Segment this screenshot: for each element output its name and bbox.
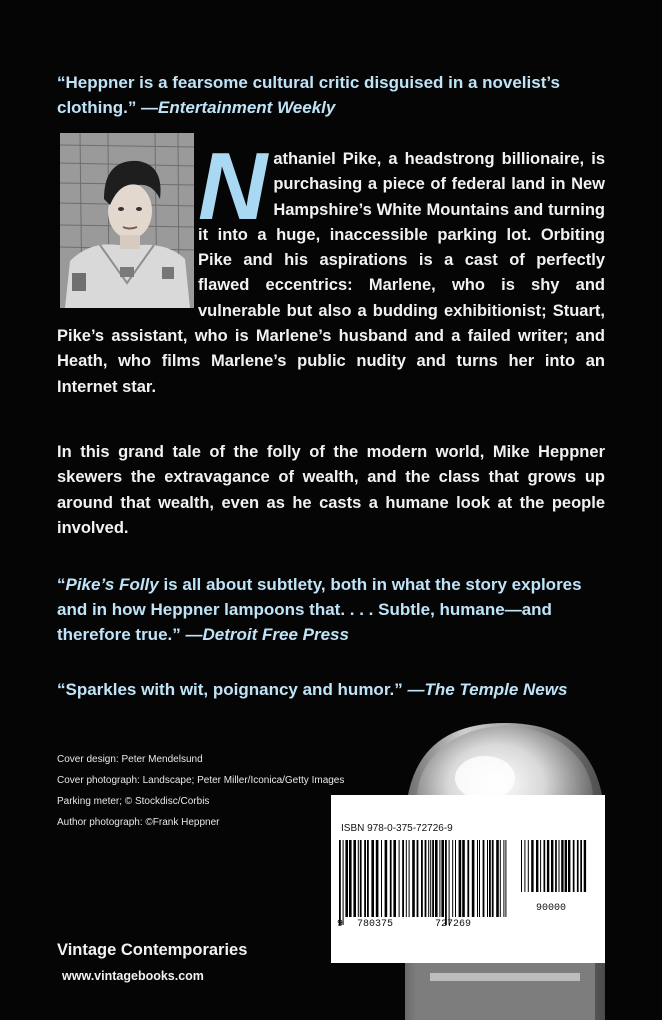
barcode-bar — [555, 840, 557, 892]
barcode-bar — [445, 840, 447, 925]
barcode-bar — [472, 840, 475, 917]
barcode-bar — [371, 840, 374, 917]
barcode-bar — [435, 840, 438, 917]
barcode-bar — [455, 840, 456, 917]
top-quote-source: —Entertainment Weekly — [141, 98, 336, 117]
publisher-website: www.vintagebooks.com — [62, 969, 204, 983]
barcode-bar — [390, 840, 392, 917]
addon-barcode — [521, 840, 587, 900]
barcode-bar — [505, 840, 506, 917]
blurb-paragraph — [57, 133, 605, 400]
barcode-bar — [467, 840, 469, 917]
barcode-label — [331, 795, 605, 963]
barcode-bar — [496, 840, 499, 917]
photo-spacer — [57, 133, 198, 301]
barcode-bar — [577, 840, 579, 892]
temple-quote — [57, 677, 605, 702]
barcode-bar — [339, 840, 341, 925]
barcode-bar — [536, 840, 538, 892]
credit-cover-design: Cover design: Peter Mendelsund — [57, 754, 203, 765]
barcode-bar — [540, 840, 541, 892]
barcode-bar — [568, 840, 570, 892]
barcode-bar — [483, 840, 485, 917]
second-paragraph: In this grand tale of the folly of the modern world, Mike Heppner skewers the extravagance of wealth, and the class that grows up around that wealth, even as he casts a humane look at the people involved. — [57, 443, 605, 537]
barcode-bar — [565, 840, 567, 892]
barcode-bar — [367, 840, 369, 917]
barcode-bar — [409, 840, 410, 917]
barcode-bar — [479, 840, 480, 917]
barcode-bar — [561, 840, 563, 892]
top-quote — [57, 70, 605, 120]
blurb-text: athaniel Pike, a headstrong billionaire, is purchasing a piece of federal land in New Hampshire’s White Mountains and turning it into a huge, inaccessible parking lot. Orbiting Pike and his aspirations is a cast of perfectly flawed eccentrics: Marlene, who is shy and vulnerable but also a budding exhibitionist; Stuart, Pike’s assistant, who is Marlene’s husband and a failed writer; and Heath, who films Marlene’s public nudity and turns her into an Internet star. — [57, 150, 605, 396]
credit-cover-photo: Cover photograph: Landscape; Peter Miller/Iconica/Getty Images — [57, 775, 345, 786]
barcode-bar — [462, 840, 465, 917]
ean-barcode — [339, 840, 507, 925]
barcode-bar — [503, 840, 504, 917]
barcode-bar — [376, 840, 379, 917]
barcode-bar — [547, 840, 549, 892]
temple-quote-text: “Sparkles with wit, poignancy and humor.” — [57, 680, 408, 699]
detroit-quote-open: “ — [57, 575, 66, 594]
barcode-bar — [399, 840, 400, 917]
barcode-bar — [531, 840, 533, 892]
barcode-bar — [449, 840, 450, 925]
barcode-bar — [459, 840, 462, 917]
barcode-bar — [385, 840, 388, 917]
barcode-bar — [406, 840, 407, 917]
barcode-bar — [492, 840, 494, 917]
barcode-bar — [402, 840, 404, 917]
barcode-bar — [353, 840, 356, 917]
barcode-bar — [559, 840, 560, 892]
barcode-bar — [439, 840, 440, 917]
credits-block — [57, 749, 344, 833]
credit-parking-meter: Parking meter; © Stockdisc/Corbis — [57, 796, 210, 807]
barcode-bar — [428, 840, 429, 917]
barcode-bar — [343, 840, 344, 925]
barcode-bar — [430, 840, 431, 917]
barcode-bar — [521, 840, 522, 892]
temple-quote-source: —The Temple News — [407, 680, 568, 699]
barcode-bar — [345, 840, 348, 917]
detroit-quote-title: Pike’s Folly — [65, 575, 159, 594]
barcode-bar — [381, 840, 382, 917]
detroit-quote-source: —Detroit Free Press — [185, 625, 349, 644]
barcode-bar — [349, 840, 352, 917]
barcode-bar — [487, 840, 488, 917]
barcode-bar — [364, 840, 366, 917]
barcode-bar — [432, 840, 434, 917]
barcode-bar — [544, 840, 546, 892]
barcode-bar — [417, 840, 419, 917]
detroit-quote-text: is all about subtlety, both in what the story explores and in how Heppner lampoons that. . . . Subtle, humane—and therefore true.” — [57, 575, 582, 644]
barcode-bar — [580, 840, 582, 892]
barcode-bar — [441, 840, 444, 917]
barcode-bar — [500, 840, 501, 917]
detroit-quote — [57, 572, 605, 647]
barcode-bar — [573, 840, 575, 892]
barcode-bar — [393, 840, 396, 917]
addon-digits: 90000 — [536, 903, 567, 914]
barcode-bar — [360, 840, 362, 917]
barcode-bar — [528, 840, 529, 892]
credit-author-photo: Author photograph: ©Frank Heppner — [57, 817, 220, 828]
barcode-bar — [551, 840, 553, 892]
series-name: Vintage Contemporaries — [57, 941, 248, 959]
barcode-bar — [477, 840, 478, 917]
barcode-bar — [489, 840, 491, 917]
isbn-text: ISBN 978-0-375-72726-9 — [341, 823, 453, 834]
barcode-bar — [452, 840, 453, 917]
barcode-bar — [584, 840, 586, 892]
barcode-bar — [412, 840, 415, 917]
barcode-bar — [421, 840, 423, 917]
barcode-bar — [425, 840, 427, 917]
ean-right-digits: 727269 — [435, 919, 472, 930]
top-quote-text: “Heppner is a fearsome cultural critic disguised in a novelist’s clothing.” — [57, 73, 560, 117]
barcode-bar — [358, 840, 359, 917]
drop-cap: N — [198, 133, 268, 240]
ean-first-digit: 9 — [337, 919, 344, 930]
barcode-bar — [524, 840, 525, 892]
ean-left-digits: 780375 — [357, 919, 394, 930]
